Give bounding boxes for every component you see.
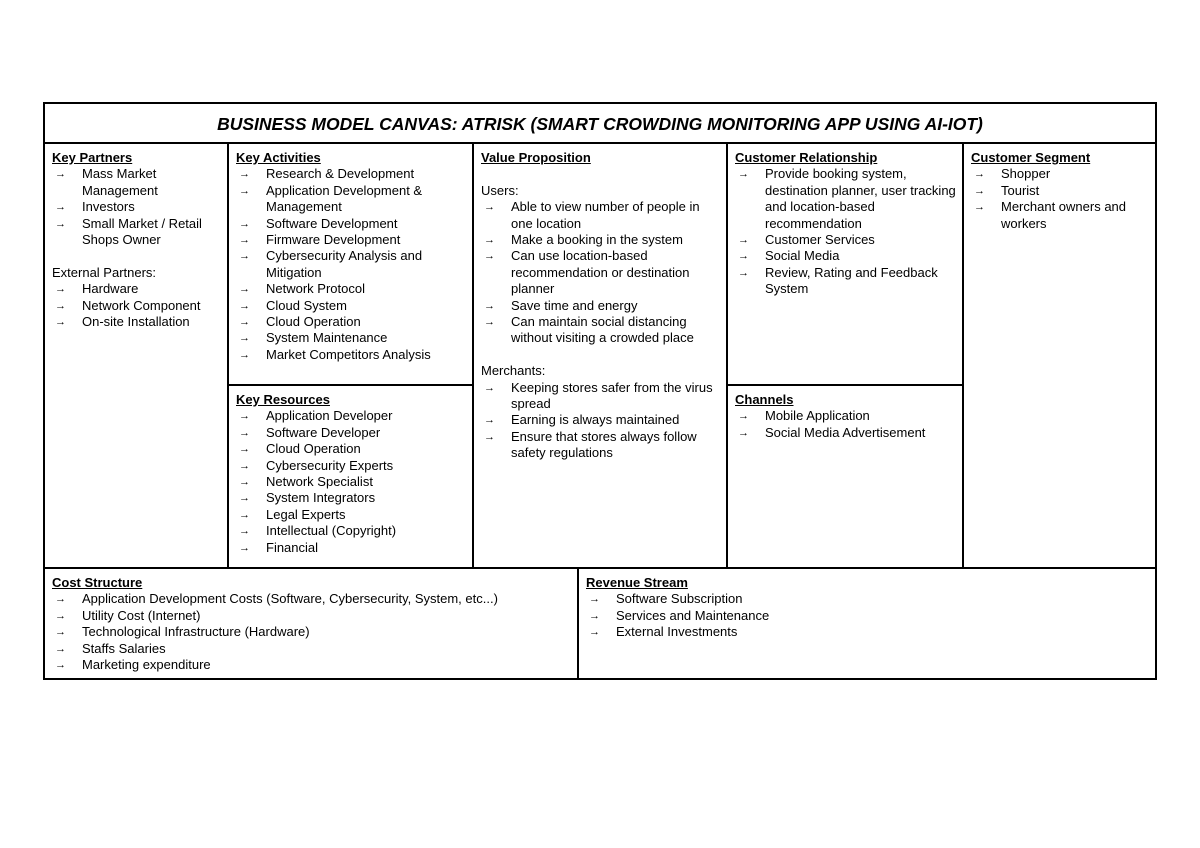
external-partners-list: [52, 281, 221, 330]
cost-structure-cell: [45, 567, 577, 678]
list-item-text: Application Developer: [266, 408, 393, 424]
arrow-icon: →: [484, 381, 495, 394]
channels-heading: Channels: [735, 392, 794, 407]
list-item: [481, 429, 720, 462]
arrow-icon: →: [738, 168, 749, 181]
list-item: [52, 314, 221, 330]
list-item: [52, 199, 221, 215]
list-item: [236, 490, 466, 506]
list-item-text: Software Developer: [266, 424, 381, 440]
users-list: [481, 199, 720, 347]
list-item: [971, 166, 1149, 182]
users-label: Users:: [481, 182, 519, 198]
arrow-icon: →: [239, 348, 250, 361]
list-item: [52, 281, 221, 297]
list-item: [481, 298, 720, 314]
arrow-icon: →: [484, 414, 495, 427]
list-item-text: Ensure that stores always follow safety regulations: [511, 428, 697, 461]
key-resources-heading: Key Resources: [236, 392, 330, 407]
key-partners-heading: Key Partners: [52, 150, 133, 165]
list-item: [481, 232, 720, 248]
value-proposition-cell: [472, 144, 726, 567]
list-item: [236, 474, 466, 490]
arrow-icon: →: [239, 332, 250, 345]
list-item-text: Cloud System: [266, 297, 347, 313]
list-item-text: Application Development & Management: [266, 182, 423, 215]
key-resources-list: [236, 408, 466, 556]
list-item-text: Market Competitors Analysis: [266, 346, 431, 362]
list-item: [586, 591, 1149, 607]
list-item-text: Review, Rating and Feedback System: [765, 264, 938, 297]
list-item: [236, 458, 466, 474]
list-item: [52, 591, 571, 607]
list-item: [735, 265, 956, 298]
arrow-icon: →: [484, 234, 495, 247]
arrow-icon: →: [239, 508, 250, 521]
list-item: [586, 608, 1149, 624]
list-item-text: Provide booking system, destination planner, user tracking and location-based recommendation: [765, 166, 956, 231]
arrow-icon: →: [484, 430, 495, 443]
list-item: [236, 408, 466, 424]
list-item-text: Application Development Costs (Software, Cybersecurity, System, etc...): [82, 591, 498, 607]
list-item-text: System Maintenance: [266, 330, 388, 346]
arrow-icon: →: [55, 299, 66, 312]
list-item-text: Hardware: [82, 281, 139, 297]
list-item-text: Mass Market Management: [82, 166, 158, 198]
list-item-text: Able to view number of people in one location: [511, 199, 700, 231]
arrow-icon: →: [589, 609, 600, 622]
arrow-icon: →: [55, 201, 66, 214]
key-activities-cell: [227, 144, 472, 386]
arrow-icon: →: [239, 316, 250, 329]
list-item-text: Keeping stores safer from the virus spread: [511, 379, 713, 412]
list-item: [236, 183, 466, 216]
list-item: [236, 314, 466, 330]
customer-segment-heading: Customer Segment: [971, 150, 1091, 165]
arrow-icon: →: [55, 642, 66, 655]
list-item-text: Software Development: [266, 215, 398, 231]
channels-list: [735, 408, 956, 441]
customer-relationship-list: [735, 166, 956, 297]
list-item-text: Earning is always maintained: [511, 412, 680, 428]
list-item: [236, 347, 466, 363]
list-item-text: External Investments: [616, 624, 738, 640]
list-item-text: Utility Cost (Internet): [82, 607, 201, 623]
customer-relationship-cell: [726, 144, 962, 386]
list-item-text: Research & Development: [266, 166, 415, 182]
list-item: [52, 641, 571, 657]
arrow-icon: →: [55, 283, 66, 296]
list-item: [735, 232, 956, 248]
arrow-icon: →: [484, 299, 495, 312]
key-activities-heading: Key Activities: [236, 150, 321, 165]
list-item: [52, 608, 571, 624]
arrow-icon: →: [738, 410, 749, 423]
business-model-canvas: [43, 102, 1157, 680]
list-item-text: Cybersecurity Experts: [266, 457, 394, 473]
list-item: [236, 298, 466, 314]
list-item: [481, 314, 720, 347]
channels-cell: [726, 386, 962, 567]
list-item: [236, 232, 466, 248]
list-item: [735, 248, 956, 264]
key-partners-cell: [45, 144, 227, 567]
arrow-icon: →: [239, 476, 250, 489]
list-item-text: On-site Installation: [82, 314, 190, 330]
list-item: [971, 199, 1149, 232]
list-item-text: Customer Services: [765, 232, 875, 248]
list-item: [236, 425, 466, 441]
arrow-icon: →: [484, 250, 495, 263]
arrow-icon: →: [239, 234, 250, 247]
list-item-text: Network Specialist: [266, 474, 373, 490]
revenue-stream-heading: Revenue Stream: [586, 575, 688, 590]
list-item: [236, 330, 466, 346]
list-item-text: Financial: [266, 539, 319, 555]
list-item-text: Firmware Development: [266, 232, 401, 248]
cost-structure-list: [52, 591, 571, 673]
revenue-stream-cell: [577, 567, 1155, 678]
list-item-text: Save time and energy: [511, 297, 638, 313]
arrow-icon: →: [239, 168, 250, 181]
list-item: [236, 523, 466, 539]
arrow-icon: →: [974, 168, 985, 181]
list-item: [236, 441, 466, 457]
list-item-text: Cybersecurity Analysis and Mitigation: [266, 248, 423, 280]
customer-segment-list: [971, 166, 1149, 232]
list-item: [236, 540, 466, 556]
list-item: [735, 408, 956, 424]
list-item-text: Technological Infrastructure (Hardware): [82, 624, 310, 640]
key-resources-cell: [227, 386, 472, 567]
arrow-icon: →: [55, 168, 66, 181]
revenue-stream-list: [586, 591, 1149, 640]
arrow-icon: →: [738, 266, 749, 279]
arrow-icon: →: [239, 492, 250, 505]
arrow-icon: →: [484, 316, 495, 329]
value-proposition-heading: Value Proposition: [481, 150, 591, 165]
list-item-text: Social Media: [765, 248, 840, 264]
list-item: [52, 657, 571, 673]
arrow-icon: →: [55, 316, 66, 329]
arrow-icon: →: [239, 541, 250, 554]
arrow-icon: →: [239, 459, 250, 472]
list-item-text: Can maintain social distancing without visiting a crowded place: [511, 314, 694, 346]
list-item: [52, 216, 221, 249]
arrow-icon: →: [55, 593, 66, 606]
arrow-icon: →: [239, 443, 250, 456]
list-item: [52, 166, 221, 199]
list-item-text: Can use location-based recommendation or destination planner: [511, 248, 690, 297]
list-item-text: Investors: [82, 199, 135, 215]
merchants-list: [481, 380, 720, 462]
list-item-text: Network Component: [82, 297, 201, 313]
list-item: [971, 183, 1149, 199]
list-item: [481, 412, 720, 428]
arrow-icon: →: [484, 201, 495, 214]
arrow-icon: →: [239, 299, 250, 312]
list-item-text: Software Subscription: [616, 591, 743, 607]
list-item-text: System Integrators: [266, 490, 376, 506]
arrow-icon: →: [239, 525, 250, 538]
list-item-text: Make a booking in the system: [511, 232, 683, 248]
list-item-text: Cloud Operation: [266, 314, 361, 330]
arrow-icon: →: [239, 184, 250, 197]
arrow-icon: →: [738, 426, 749, 439]
list-item: [236, 248, 466, 281]
customer-segment-cell: [962, 144, 1155, 567]
list-item-text: Network Protocol: [266, 281, 365, 297]
list-item: [481, 380, 720, 413]
list-item-text: Marketing expenditure: [82, 657, 211, 673]
list-item: [236, 216, 466, 232]
arrow-icon: →: [239, 217, 250, 230]
arrow-icon: →: [589, 593, 600, 606]
arrow-icon: →: [738, 250, 749, 263]
arrow-icon: →: [55, 659, 66, 672]
arrow-icon: →: [974, 201, 985, 214]
list-item-text: Tourist: [1001, 182, 1040, 198]
key-activities-list: [236, 166, 466, 363]
list-item-text: Social Media Advertisement: [765, 424, 926, 440]
arrow-icon: →: [239, 283, 250, 296]
arrow-icon: →: [974, 184, 985, 197]
arrow-icon: →: [239, 426, 250, 439]
canvas-title: BUSINESS MODEL CANVAS: ATRISK (SMART CROWDING MONITORING APP USING AI-IOT): [45, 104, 1155, 144]
list-item: [52, 624, 571, 640]
list-item-text: Merchant owners and workers: [1001, 199, 1127, 231]
arrow-icon: →: [55, 609, 66, 622]
list-item: [586, 624, 1149, 640]
arrow-icon: →: [589, 626, 600, 639]
arrow-icon: →: [55, 217, 66, 230]
list-item: [481, 248, 720, 297]
arrow-icon: →: [239, 250, 250, 263]
list-item: [481, 199, 720, 232]
external-partners-label: External Partners:: [52, 264, 157, 280]
customer-relationship-heading: Customer Relationship: [735, 150, 878, 165]
list-item-text: Staffs Salaries: [82, 640, 166, 656]
merchants-label: Merchants:: [481, 363, 546, 379]
list-item: [52, 298, 221, 314]
list-item: [236, 507, 466, 523]
list-item-text: Intellectual (Copyright): [266, 523, 397, 539]
list-item-text: Shopper: [1001, 166, 1051, 182]
list-item-text: Mobile Application: [765, 408, 870, 424]
list-item-text: Small Market / Retail Shops Owner: [82, 215, 202, 248]
list-item-text: Legal Experts: [266, 506, 346, 522]
arrow-icon: →: [55, 626, 66, 639]
key-partners-list: [52, 166, 221, 248]
list-item: [236, 281, 466, 297]
list-item-text: Services and Maintenance: [616, 607, 770, 623]
list-item: [735, 425, 956, 441]
list-item-text: Cloud Operation: [266, 441, 361, 457]
arrow-icon: →: [239, 410, 250, 423]
arrow-icon: →: [738, 234, 749, 247]
cost-structure-heading: Cost Structure: [52, 575, 143, 590]
list-item: [236, 166, 466, 182]
list-item: [735, 166, 956, 232]
